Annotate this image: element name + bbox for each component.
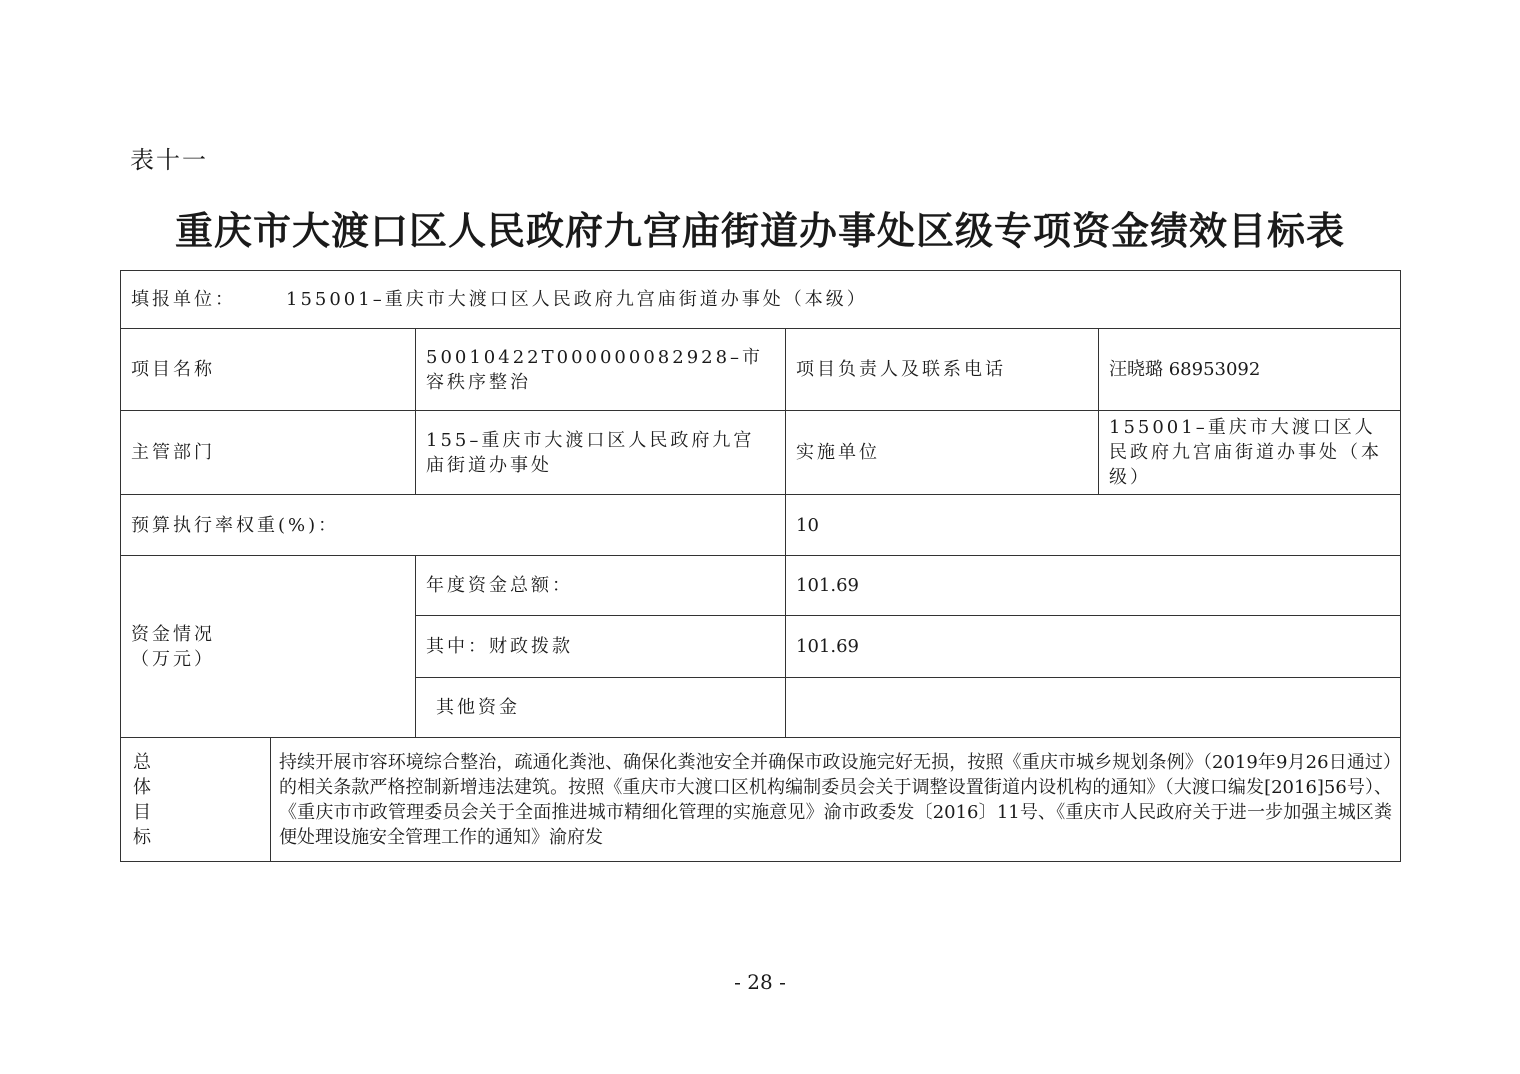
department-value: 155–重庆市大渡口区人民政府九宫庙街道办事处 — [416, 411, 786, 495]
other-funds-value — [786, 678, 1401, 738]
project-leader-value: 汪晓璐 68953092 — [1099, 329, 1401, 411]
funds-label — [121, 556, 416, 738]
department-row — [121, 411, 1401, 495]
department-label: 主管部门 — [121, 411, 416, 495]
goal-label-char: 体 — [133, 776, 151, 798]
funds-label-line2: （万元） — [131, 648, 215, 670]
implementing-unit-value: 155001–重庆市大渡口区人民政府九宫庙街道办事处（本级） — [1099, 411, 1401, 495]
goal-label-char: 目 — [133, 801, 151, 823]
performance-goal-table — [120, 270, 1401, 862]
other-funds-label: 其他资金 — [416, 678, 786, 738]
reporting-unit-value: 155001–重庆市大渡口区人民政府九宫庙街道办事处（本级） — [286, 289, 868, 310]
fiscal-label: 其中：财政拨款 — [416, 616, 786, 678]
page-number: - 28 - — [734, 970, 786, 994]
implementing-unit-label: 实施单位 — [786, 411, 1099, 495]
overall-goal-row — [121, 738, 1401, 862]
annual-total-value: 101.69 — [786, 556, 1401, 616]
budget-weight-row — [121, 495, 1401, 556]
project-leader-label: 项目负责人及联系电话 — [786, 329, 1099, 411]
fiscal-value: 101.69 — [786, 616, 1401, 678]
annual-total-label: 年度资金总额： — [416, 556, 786, 616]
document-title: 重庆市大渡口区人民政府九宫庙街道办事处区级专项资金绩效目标表 — [174, 208, 1345, 253]
reporting-unit-label: 填报单位： — [131, 289, 236, 310]
budget-weight-value: 10 — [786, 495, 1401, 556]
project-name-label: 项目名称 — [121, 329, 416, 411]
project-name-value: 50010422T000000082928–市容秩序整治 — [416, 329, 786, 411]
goal-label-char: 总 — [133, 751, 151, 773]
funds-label-line1: 资金情况 — [131, 623, 215, 645]
goal-label-char: 标 — [133, 826, 151, 848]
project-row — [121, 329, 1401, 411]
reporting-unit-row — [121, 271, 1401, 329]
overall-goal-label — [121, 738, 271, 862]
table-label: 表十一 — [130, 146, 208, 174]
overall-goal-text: 持续开展市容环境综合整治，疏通化粪池、确保化粪池安全并确保市政设施完好无损，按照《重庆市城乡规划条例》（2019年9月26日通过）的相关条款严格控制新增违法建筑。按照《重庆市大渡口区机构编制委员会关于调整设置街道内设机构的通知》（大渡口编发[2016]56号）、《重庆市市政管理委员会关于全面推进城市精细化管理的实施意见》渝市政委发〔2016〕11号、《重庆市人民政府关于进一步加强主城区粪便处理设施安全管理工作的通知》渝府发 — [271, 738, 1401, 862]
annual-total-row — [121, 556, 1401, 616]
budget-weight-label: 预算执行率权重(%)： — [121, 495, 786, 556]
reporting-unit-cell — [121, 271, 1401, 329]
